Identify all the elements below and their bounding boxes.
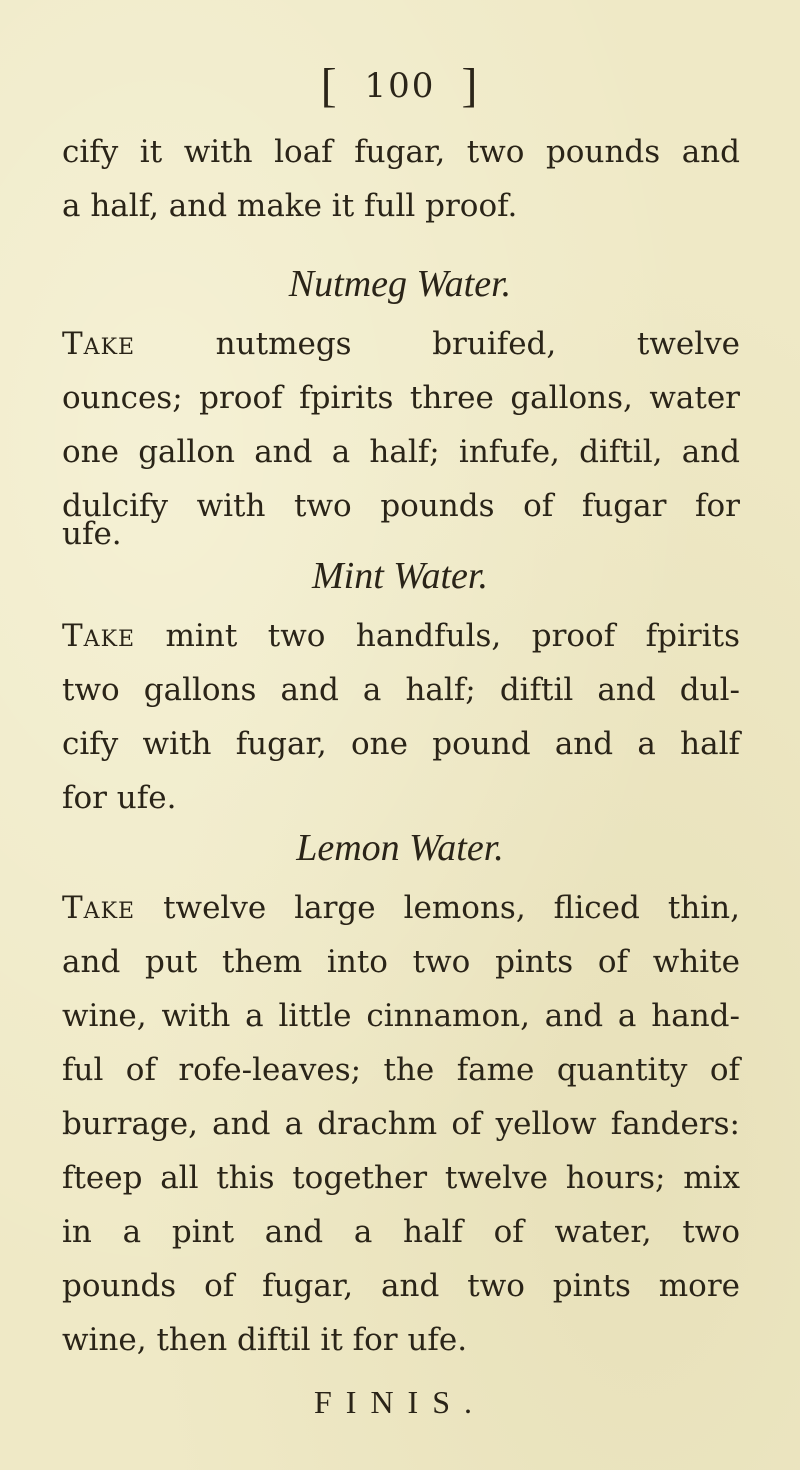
- section-line: wine, then diftil it for ufe.: [62, 1322, 468, 1358]
- section-line: burrage, and a drachm of yellow fanders:: [62, 1106, 740, 1142]
- section-line: and put them into two pints of white: [62, 944, 740, 980]
- section-line: ufe.: [62, 516, 122, 552]
- section-line: ful of rofe-leaves; the fame quantity of: [62, 1052, 740, 1088]
- section-line: dulcify with two pounds of fugar for: [62, 488, 740, 524]
- page-header: [0, 58, 800, 113]
- section-heading-nutmeg-water: Nutmeg Water.: [288, 263, 512, 305]
- line-text: twelve large lemons, fliced thin,: [135, 890, 740, 926]
- section-line: one gallon and a half; infufe, diftil, and: [62, 434, 740, 470]
- section-line: pounds of fugar, and two pints more: [62, 1268, 740, 1304]
- page-number: 100: [364, 66, 436, 106]
- lead-word: Take: [62, 618, 136, 654]
- section-line: in a pint and a half of water, two: [62, 1214, 740, 1250]
- section-line: fteep all this together twelve hours; mix: [62, 1160, 740, 1196]
- finis: FINIS.: [313, 1384, 486, 1420]
- line-text: nutmegs bruifed, twelve: [135, 326, 740, 362]
- section-line: cify with fugar, one pound and a half: [62, 726, 740, 762]
- section-line: two gallons and a half; diftil and dul-: [62, 672, 740, 708]
- section-line: ounces; proof fpirits three gallons, water: [62, 380, 740, 416]
- line-text: mint two handfuls, proof fpirits: [135, 618, 740, 654]
- section-line: [62, 614, 740, 658]
- section-heading-mint-water: Mint Water.: [312, 555, 488, 597]
- section-line: wine, with a little cinnamon, and a hand-: [62, 998, 740, 1034]
- lead-word: Take: [62, 326, 136, 362]
- section-line: [62, 886, 740, 930]
- section-line: [62, 322, 740, 366]
- intro-line: cify it with loaf fugar, two pounds and: [62, 134, 740, 170]
- header-close-bracket: ]: [461, 59, 480, 112]
- header-open-bracket: [: [320, 59, 339, 112]
- lead-word: Take: [62, 890, 136, 926]
- intro-line: a half, and make it full proof.: [62, 188, 518, 224]
- section-line: for ufe.: [62, 780, 177, 816]
- section-heading-lemon-water: Lemon Water.: [296, 827, 504, 869]
